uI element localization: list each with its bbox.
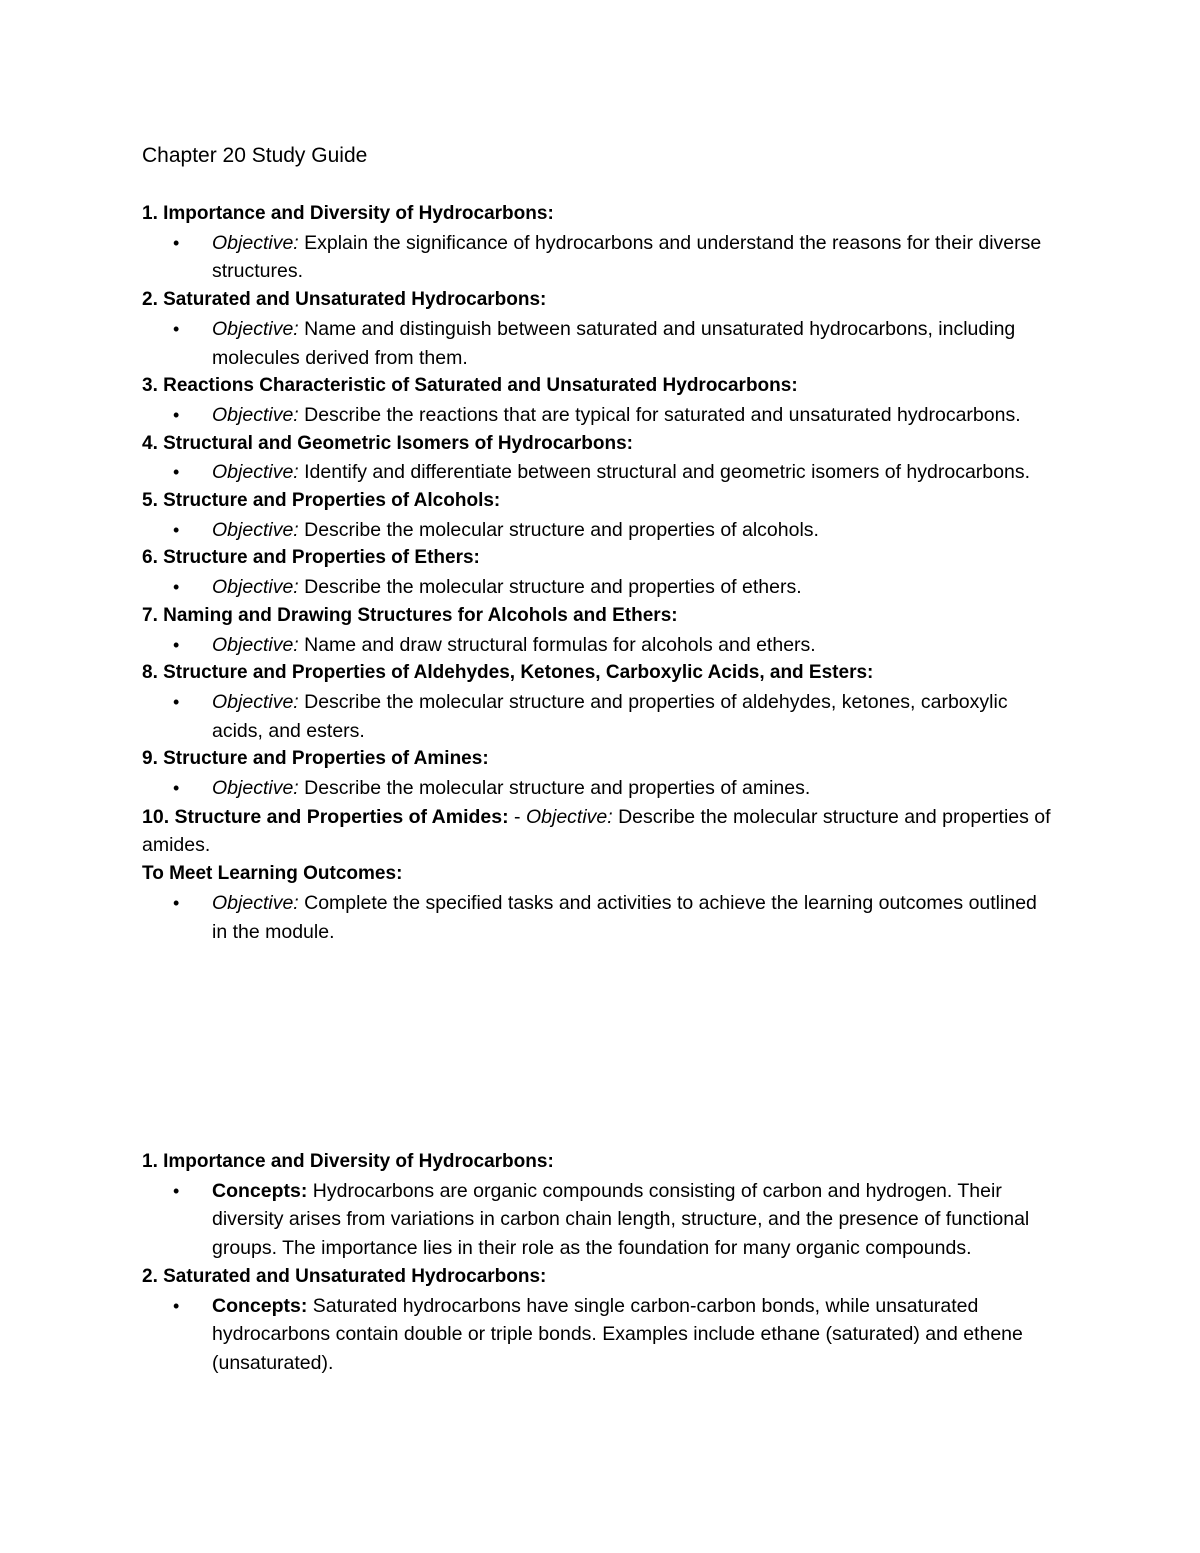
concepts-section — [142, 1148, 1057, 1378]
objective-item — [142, 516, 1057, 545]
section-heading: 6. Structure and Properties of Ethers: — [142, 547, 480, 569]
section-heading: 1. Importance and Diversity of Hydrocarbons: — [142, 1151, 554, 1172]
objective-label: Objective: — [212, 231, 299, 254]
objective-text: Identify and differentiate between structural and geometric isomers of hydrocarbons. — [304, 461, 1030, 484]
objective-label: Objective: — [212, 518, 299, 541]
objective-group-8 — [142, 659, 1057, 745]
objective-label: Objective: — [212, 576, 299, 599]
objective-text: Describe the molecular structure and properties of aldehydes, ketones, carboxylic acids, and esters. — [212, 690, 1008, 742]
objective-item — [142, 401, 1057, 430]
objective-item — [142, 229, 1057, 286]
section-heading: 2. Saturated and Unsaturated Hydrocarbons: — [142, 289, 547, 311]
bullet-icon: • — [173, 691, 180, 712]
objective-group-1 — [142, 200, 1057, 286]
objective-text: Complete the specified tasks and activities to achieve the learning outcomes outlined in the module. — [212, 891, 1037, 943]
objective-group-4 — [142, 430, 1057, 487]
objective-label: Objective: — [212, 633, 299, 656]
concept-text: Hydrocarbons are organic compounds consisting of carbon and hydrogen. Their diversity arises from variations in carbon chain length, structure, and the presence of functional groups. The importance lies in their role as the foundation for many organic compounds. — [212, 1179, 1030, 1260]
section-heading: 10. Structure and Properties of Amides: — [142, 805, 509, 828]
objective-group-6 — [142, 544, 1057, 601]
objective-group-7 — [142, 602, 1057, 659]
objective-item — [142, 458, 1057, 487]
concept-group-1 — [142, 1148, 1057, 1263]
objective-text: Explain the significance of hydrocarbons and understand the reasons for their diverse structures. — [212, 231, 1042, 283]
objective-text: Describe the molecular structure and properties of alcohols. — [304, 518, 819, 541]
concept-group-2 — [142, 1263, 1057, 1378]
dash-prefix: - — [508, 805, 526, 828]
bullet-icon: • — [173, 577, 180, 598]
section-heading: 4. Structural and Geometric Isomers of Hydrocarbons: — [142, 432, 633, 454]
concepts-label: Concepts: — [212, 1294, 308, 1317]
objective-label: Objective: — [212, 403, 299, 426]
objective-text: Name and distinguish between saturated and unsaturated hydrocarbons, including molecules derived from them. — [212, 317, 1016, 369]
objective-label: Objective: — [525, 805, 613, 828]
bullet-icon: • — [173, 232, 180, 253]
section-heading: 1. Importance and Diversity of Hydrocarbons: — [142, 203, 554, 224]
bullet-icon: • — [173, 519, 180, 540]
objective-label: Objective: — [212, 690, 299, 713]
objective-item — [142, 315, 1057, 372]
objective-label: Objective: — [212, 891, 299, 914]
section-heading: 9. Structure and Properties of Amines: — [142, 748, 489, 770]
section-heading: 3. Reactions Characteristic of Saturated and Unsaturated Hydrocarbons: — [142, 375, 798, 397]
bullet-icon: • — [173, 892, 180, 913]
page-title: Chapter 20 Study Guide — [142, 144, 368, 167]
bullet-icon: • — [173, 634, 180, 655]
objective-text: Describe the molecular structure and properties of amines. — [304, 777, 811, 800]
bullet-icon: • — [173, 462, 180, 483]
bullet-icon: • — [173, 778, 180, 799]
objective-group-5 — [142, 487, 1057, 544]
concept-item — [142, 1292, 1057, 1378]
bullet-icon: • — [173, 318, 180, 339]
section-heading: To Meet Learning Outcomes: — [142, 863, 403, 885]
bullet-icon: • — [173, 1295, 180, 1316]
concept-item — [142, 1177, 1057, 1263]
learning-outcomes-group — [142, 860, 1057, 946]
objective-item — [142, 774, 1057, 803]
objectives-section — [142, 200, 1057, 946]
section-heading: 2. Saturated and Unsaturated Hydrocarbons: — [142, 1265, 547, 1287]
objective-item — [142, 573, 1057, 602]
objective-label: Objective: — [212, 317, 299, 340]
objective-text: Describe the molecular structure and properties of ethers. — [304, 576, 802, 599]
objective-text: Name and draw structural formulas for alcohols and ethers. — [304, 633, 816, 656]
objective-group-2 — [142, 286, 1057, 372]
objective-item — [142, 889, 1057, 946]
objective-item — [142, 631, 1057, 660]
objective-text: Describe the molecular structure and properties of amides. — [142, 805, 1051, 857]
concept-text: Saturated hydrocarbons have single carbon-carbon bonds, while unsaturated hydrocarbons contain double or triple bonds. Examples include ethane (saturated) and ethene (unsaturated). — [212, 1294, 1023, 1374]
section-heading: 5. Structure and Properties of Alcohols: — [142, 490, 501, 512]
objective-group-3 — [142, 372, 1057, 429]
section-heading: 7. Naming and Drawing Structures for Alcohols and Ethers: — [142, 604, 678, 626]
objective-label: Objective: — [212, 777, 299, 800]
objective-group-9 — [142, 745, 1057, 802]
bullet-icon: • — [173, 1180, 180, 1201]
objective-item-10 — [142, 803, 1057, 860]
concepts-label: Concepts: — [212, 1179, 308, 1202]
objective-text: Describe the reactions that are typical for saturated and unsaturated hydrocarbons. — [304, 403, 1021, 426]
objective-item — [142, 688, 1057, 745]
objective-label: Objective: — [212, 461, 299, 484]
section-heading: 8. Structure and Properties of Aldehydes, Ketones, Carboxylic Acids, and Esters: — [142, 662, 874, 684]
bullet-icon: • — [173, 404, 180, 425]
